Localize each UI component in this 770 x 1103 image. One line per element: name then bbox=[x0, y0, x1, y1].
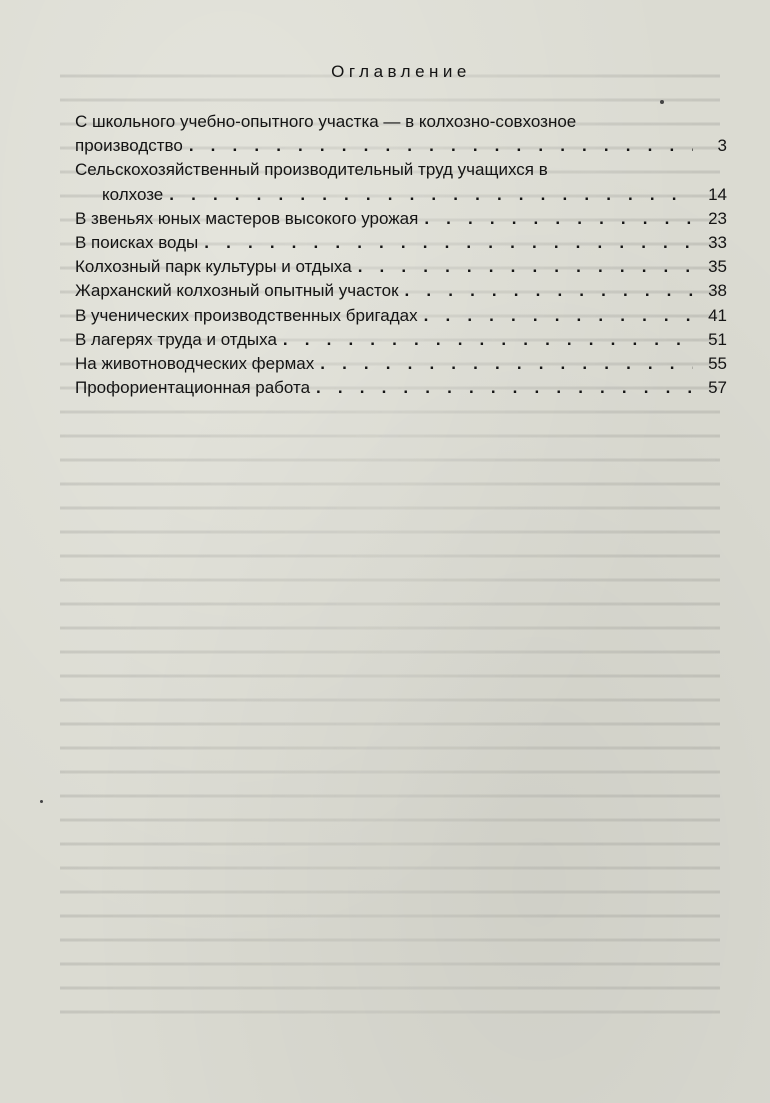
toc-entry-page: 35 bbox=[708, 257, 727, 277]
toc-entry[interactable] bbox=[75, 255, 727, 279]
toc-heading: Оглавление bbox=[331, 62, 471, 81]
dot-leader bbox=[405, 279, 693, 303]
toc-entry-title: В поисках воды bbox=[75, 233, 199, 253]
toc-entry-page: 41 bbox=[708, 305, 727, 325]
dot-leader bbox=[283, 328, 693, 352]
toc-entry-title: Колхозный парк культуры и отдыха bbox=[75, 257, 352, 277]
toc-entry-page: 33 bbox=[708, 233, 727, 253]
toc-entry-page: 38 bbox=[708, 281, 727, 301]
toc-entry-page: 57 bbox=[708, 378, 727, 398]
toc-entry-page: 3 bbox=[717, 136, 727, 156]
dot-leader bbox=[204, 231, 693, 255]
toc-entry[interactable] bbox=[75, 352, 727, 376]
table-of-contents bbox=[75, 110, 727, 400]
dot-leader bbox=[189, 134, 693, 158]
toc-entry[interactable] bbox=[75, 376, 727, 400]
toc-entry-title-line-1: С школьного учебно-опытного участка — в колхозно-совхозное bbox=[75, 112, 577, 131]
toc-entry[interactable] bbox=[75, 279, 727, 303]
toc-entry-title: Жарханский колхозный опытный участок bbox=[75, 281, 399, 301]
paper-speck bbox=[660, 100, 664, 104]
dot-leader bbox=[316, 376, 693, 400]
dot-leader bbox=[358, 255, 693, 279]
toc-entry[interactable] bbox=[75, 110, 727, 158]
toc-entry-title: В ученических производственных бригадах bbox=[75, 305, 418, 325]
toc-entry[interactable] bbox=[75, 304, 727, 328]
toc-entry[interactable] bbox=[75, 207, 727, 231]
dot-leader bbox=[320, 352, 693, 376]
toc-entry-title-line-2: колхозе bbox=[102, 184, 164, 204]
dot-leader bbox=[424, 207, 693, 231]
dot-leader bbox=[169, 183, 693, 207]
toc-entry-title-line-1: Сельскохозяйственный производительный труд учащихся в bbox=[75, 160, 548, 180]
toc-entry[interactable] bbox=[75, 328, 727, 352]
toc-entry-title-line-2: производство bbox=[75, 136, 183, 156]
toc-entry-page: 55 bbox=[708, 354, 727, 374]
toc-entry-page: 51 bbox=[708, 329, 727, 349]
toc-entry[interactable] bbox=[75, 158, 727, 206]
toc-entry-title: В лагерях труда и отдыха bbox=[75, 329, 277, 349]
toc-entry-page: 23 bbox=[708, 208, 727, 228]
toc-entry-title: Профориентационная работа bbox=[75, 378, 311, 398]
dot-leader bbox=[424, 304, 693, 328]
toc-entry-title: На животноводческих фермах bbox=[75, 354, 315, 374]
toc-entry-title: В звеньях юных мастеров высокого урожая bbox=[75, 208, 419, 228]
toc-entry-page: 14 bbox=[708, 184, 727, 204]
toc-entry[interactable] bbox=[75, 231, 727, 255]
paper-speck bbox=[40, 800, 43, 803]
